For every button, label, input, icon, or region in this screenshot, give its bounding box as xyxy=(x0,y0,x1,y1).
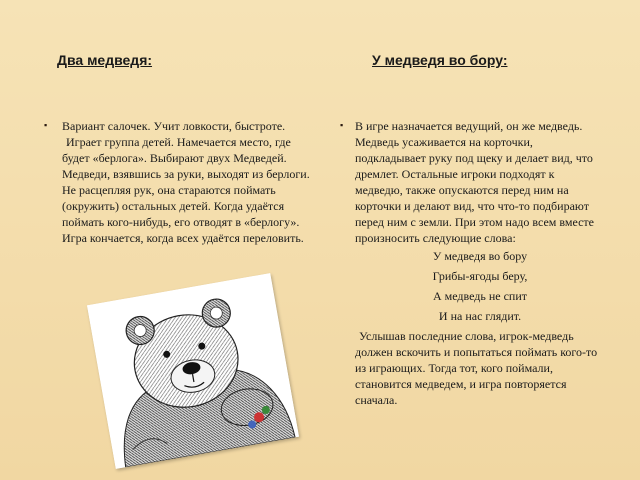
left-column xyxy=(62,118,317,246)
poem-line-2: Грибы-ягоды беру, xyxy=(432,269,528,283)
poem-line-3: А медведь не спит xyxy=(432,289,528,303)
right-bullet: ▪ xyxy=(340,120,344,130)
right-intro: В игре назначается ведущий, он же медведь. Медведь усаживается на корточки, подкладывает руку под щеку и делает вид, что дремлет. Остальные игроки подходят к медведю, также опускаются перед ним на корточки и делают вид, что что-то подбирают перед ним с земли. При этом надо всем вместе произносить следующие слова: xyxy=(355,119,594,245)
poem-line-1: У медведя во бору xyxy=(432,249,528,263)
left-paragraph-2: Играет группа детей. Намечается место, где будет «берлога». Выбирают двух Медведей. Медведи, взявшись за руки, выходят из берлоги. Не расцепляя рук, она стараются поймать (окружить) остальных детей. Когда удаётся поймать кого-нибудь, его отводят в «берлогу». Игра кончается, когда всех удаётся переловить. xyxy=(62,135,310,245)
bear-sketch-icon xyxy=(87,273,299,469)
poem-line-4: И на нас глядит. xyxy=(438,309,522,323)
left-bullet: ▪ xyxy=(44,120,48,130)
right-heading: У медведя во бору: xyxy=(372,52,508,68)
right-outro: Услышав последние слова, игрок-медведь должен вскочить и попытаться поймать кого-то из играющих. Тогда тот, кого поймали, становится медведем, и игра повторяется сначала. xyxy=(355,329,598,407)
left-paragraph-1: Вариант салочек. Учит ловкости, быстроте. xyxy=(62,119,286,133)
bear-picture xyxy=(87,273,299,469)
right-column xyxy=(355,118,605,408)
left-heading: Два медведя: xyxy=(57,52,153,68)
